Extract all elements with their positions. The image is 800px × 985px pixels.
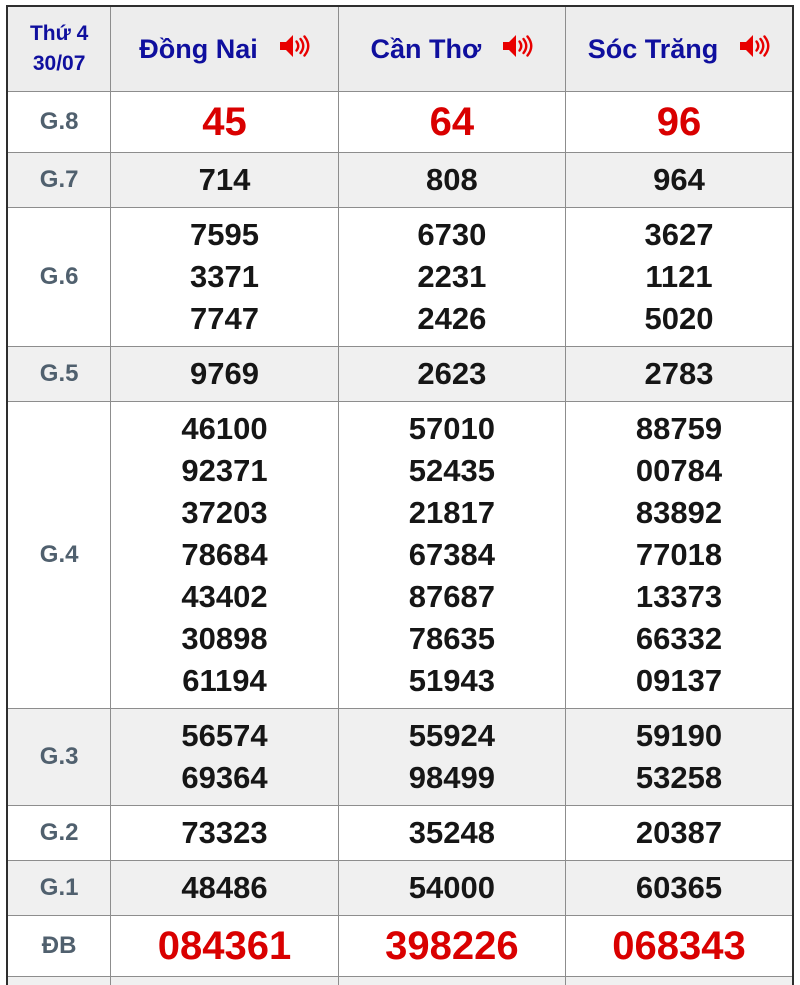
prize-label: G.7 [7, 153, 111, 208]
prize-cell [566, 92, 793, 153]
table-row [7, 916, 793, 977]
prize-number: 2783 [644, 356, 714, 391]
table-row [7, 806, 793, 861]
prize-cell [111, 806, 338, 861]
prize-number: 54000 [408, 870, 495, 905]
prize-label: G.1 [7, 861, 111, 916]
prize-number: 964 [653, 162, 705, 197]
prize-label: G.6 [7, 208, 111, 347]
province-name: Cần Thơ [370, 33, 482, 64]
header-row [7, 6, 793, 92]
prize-number: 00784 [635, 453, 723, 488]
table-row [7, 709, 793, 806]
prize-number: 3627 [644, 217, 714, 252]
prize-number: 88759 [635, 411, 723, 446]
next-section-partial-row [7, 977, 793, 985]
prize-number: 98499 [408, 760, 495, 795]
prize-number: 78684 [181, 537, 268, 572]
prize-number: 714 [198, 162, 251, 197]
prize-cell [111, 347, 338, 402]
prize-label: G.3 [7, 709, 111, 806]
prize-number: 37203 [181, 495, 268, 530]
prize-number: 48486 [181, 870, 268, 905]
prize-label: G.5 [7, 347, 111, 402]
speaker-icon[interactable] [501, 33, 533, 66]
prize-cell [566, 709, 793, 806]
prize-cell [566, 916, 793, 977]
prize-number: 7595 [189, 217, 259, 252]
column-header-dong-nai [111, 6, 338, 92]
table-row [7, 208, 793, 347]
column-header-soc-trang [566, 6, 793, 92]
prize-label: G.8 [7, 92, 111, 153]
prize-number: 57010 [408, 411, 495, 446]
prize-number: 35248 [408, 815, 495, 850]
prize-number: 53258 [635, 760, 723, 795]
prize-cell [338, 709, 565, 806]
prize-cell [338, 208, 565, 347]
prize-number: 30898 [181, 621, 268, 656]
prize-number: 56574 [181, 718, 268, 753]
prize-number: 13373 [635, 579, 723, 614]
draw-date-cell [7, 6, 111, 92]
prize-cell [111, 402, 338, 709]
prize-number: 9769 [189, 356, 259, 391]
prize-number: 78635 [408, 621, 495, 656]
prize-number: 83892 [635, 495, 723, 530]
prize-number: 808 [426, 162, 478, 197]
table-row [7, 153, 793, 208]
column-header-can-tho [338, 6, 565, 92]
prize-cell [111, 208, 338, 347]
prize-cell [338, 92, 565, 153]
prize-number: 69364 [181, 760, 268, 795]
table-row [7, 402, 793, 709]
speaker-icon[interactable] [278, 33, 310, 66]
prize-number: 45 [202, 100, 247, 144]
prize-cell [338, 861, 565, 916]
prize-number: 1121 [645, 259, 713, 294]
prize-number: 6730 [417, 217, 487, 252]
prize-number: 2426 [417, 301, 487, 336]
prize-label: ĐB [7, 916, 111, 977]
draw-date: 30/07 [32, 52, 86, 75]
prize-number: 3371 [189, 259, 259, 294]
prize-cell [566, 861, 793, 916]
prize-cell [111, 916, 338, 977]
prize-number: 66332 [635, 621, 723, 656]
prize-cell [566, 208, 793, 347]
prize-number: 61194 [182, 663, 267, 698]
prize-number: 2623 [417, 356, 487, 391]
prize-cell [111, 861, 338, 916]
prize-cell [566, 153, 793, 208]
prize-cell [566, 402, 793, 709]
prize-number: 068343 [612, 924, 746, 968]
speaker-icon[interactable] [738, 33, 770, 66]
lottery-results-table [6, 5, 794, 985]
prize-number: 52435 [408, 453, 495, 488]
prize-cell [111, 92, 338, 153]
results-body [7, 92, 793, 977]
prize-number: 67384 [408, 537, 495, 572]
prize-number: 55924 [408, 718, 495, 753]
prize-number: 7747 [189, 301, 259, 336]
prize-number: 60365 [635, 870, 723, 905]
prize-cell [338, 402, 565, 709]
table-row [7, 347, 793, 402]
prize-number: 2231 [417, 259, 487, 294]
prize-label: G.2 [7, 806, 111, 861]
table-header [7, 6, 793, 92]
prize-number: 59190 [635, 718, 723, 753]
prize-number: 77018 [635, 537, 723, 572]
prize-cell [111, 153, 338, 208]
prize-number: 73323 [181, 815, 268, 850]
prize-cell [338, 347, 565, 402]
prize-number: 09137 [635, 663, 723, 698]
table-row [7, 861, 793, 916]
prize-number: 21817 [408, 495, 495, 530]
prize-number: 46100 [181, 411, 268, 446]
prize-cell [111, 709, 338, 806]
prize-number: 92371 [181, 453, 268, 488]
prize-cell [566, 347, 793, 402]
prize-number: 20387 [635, 815, 723, 850]
prize-label: G.4 [7, 402, 111, 709]
prize-number: 5020 [644, 301, 714, 336]
prize-number: 87687 [408, 579, 495, 614]
table-row [7, 92, 793, 153]
prize-number: 398226 [385, 924, 519, 968]
draw-weekday: Thứ 4 [29, 21, 89, 45]
prize-number: 51943 [408, 663, 495, 698]
prize-number: 084361 [157, 924, 292, 968]
prize-number: 64 [429, 100, 475, 144]
prize-number: 96 [656, 100, 702, 144]
prize-number: 43402 [181, 579, 268, 614]
prize-cell [338, 806, 565, 861]
prize-cell [566, 806, 793, 861]
province-name: Đồng Nai [139, 33, 258, 64]
province-name: Sóc Trăng [587, 33, 719, 64]
prize-cell [338, 153, 565, 208]
prize-cell [338, 916, 565, 977]
